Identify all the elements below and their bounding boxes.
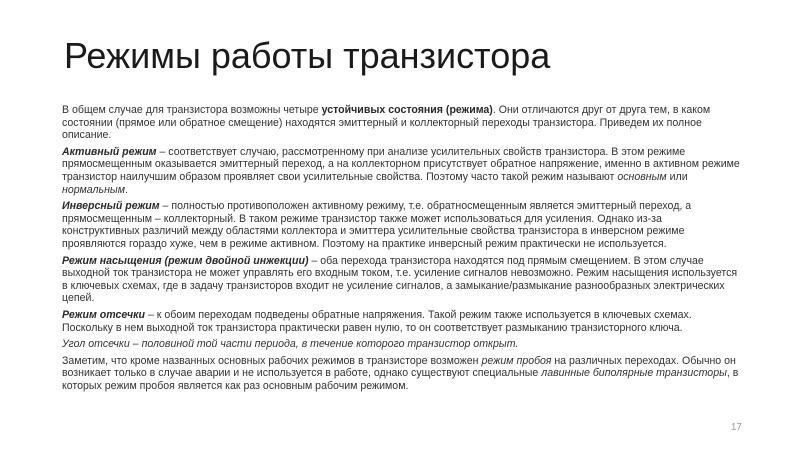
active-mode-italic-2: нормальным (62, 183, 125, 196)
breakdown-text-mid: на различных переходах. Обычно он возникает только в случае аварии и не используется в работе, однако существуют специальные (62, 354, 736, 380)
cutoff-angle-text: Угол отсечки – половиной той части периода, в течение которого транзистор открыт. (62, 338, 519, 351)
paragraph-cutoff-mode (62, 309, 742, 334)
slide-title: Режимы работы транзистора (64, 35, 551, 76)
active-mode-term: Активный режим (62, 145, 157, 158)
page-number: 17 (730, 422, 742, 433)
cutoff-mode-term: Режим отсечки (62, 308, 146, 321)
active-mode-italic-1: основным (617, 170, 667, 183)
inverse-mode-text: – полностью противоположен активному режиму, т.е. обратносмещенным является эмиттерный переход, а прямосмещенным – коллекторный. В таком режиме транзистор также может использоваться для усиления. Однако из-за конструктивных различий между областями коллектора и эмиттера усилительные свойства транзистора в инверсном режиме проявляются гораздо хуже, чем в режиме активном. Поэтому на практике инверсный режим практически не используется. (62, 200, 692, 250)
paragraph-breakdown-mode (62, 355, 742, 393)
intro-emphasis: устойчивых состояния (режима) (321, 104, 493, 116)
slide-content (62, 104, 742, 396)
intro-text-start: В общем случае для транзистора возможны четыре (62, 104, 322, 116)
paragraph-inverse-mode (62, 200, 742, 250)
active-mode-text: – соответствует случаю, рассмотренному при анализе усилительных свойств транзистора. В этом режиме прямосмещенным оказывается эмиттерный переход, а на коллекторном присутствует обратное напряжение, именно в активном режиме транзистор наилучшим образом проявляет свои усилительные свойства. Поэтому часто такой режим называют (62, 145, 740, 183)
saturation-mode-term: Режим насыщения (режим двойной инжекции) (62, 254, 309, 267)
cutoff-mode-text: – к обоим переходам подведены обратные напряжения. Такой режим также используется в ключевых схемах. Поскольку в нем выходной ток транзистора практически равен нулю, то он соответствует размыканию транзисторного ключа. (62, 308, 692, 334)
breakdown-text-start: Заметим, что кроме названных основных рабочих режимов в транзисторе возможен (62, 354, 482, 367)
intro-text-end: . Они отличаются друг от друга тем, в каком состоянии (прямое или обратное смещение) находятся эмиттерный и коллекторный переходы транзистора. Приведем их полное описание. (62, 104, 711, 142)
paragraph-intro (62, 104, 742, 142)
inverse-mode-term: Инверсный режим (62, 200, 160, 213)
paragraph-saturation-mode (62, 255, 742, 305)
active-mode-joiner: или (666, 170, 688, 183)
breakdown-text-end: , в которых режим пробоя является как раз основным рабочим режимом. (62, 367, 739, 392)
paragraph-cutoff-angle (62, 338, 742, 351)
breakdown-italic-1: режим пробоя (481, 354, 552, 367)
saturation-mode-text: – оба перехода транзистора находятся под прямым смещением. В этом случае выходной ток транзистора не может управлять его входным током, т.е. усиление сигналов невозможно. Режим насыщения используется в ключевых схемах, где в задачу транзисторов входит не усиление сигналов, а замыкание/размыкание разнообразных электрических цепей. (62, 254, 738, 305)
active-mode-end: . (124, 183, 128, 196)
breakdown-italic-2: лавинные биполярные транзисторы (541, 367, 727, 380)
paragraph-active-mode (62, 146, 742, 196)
